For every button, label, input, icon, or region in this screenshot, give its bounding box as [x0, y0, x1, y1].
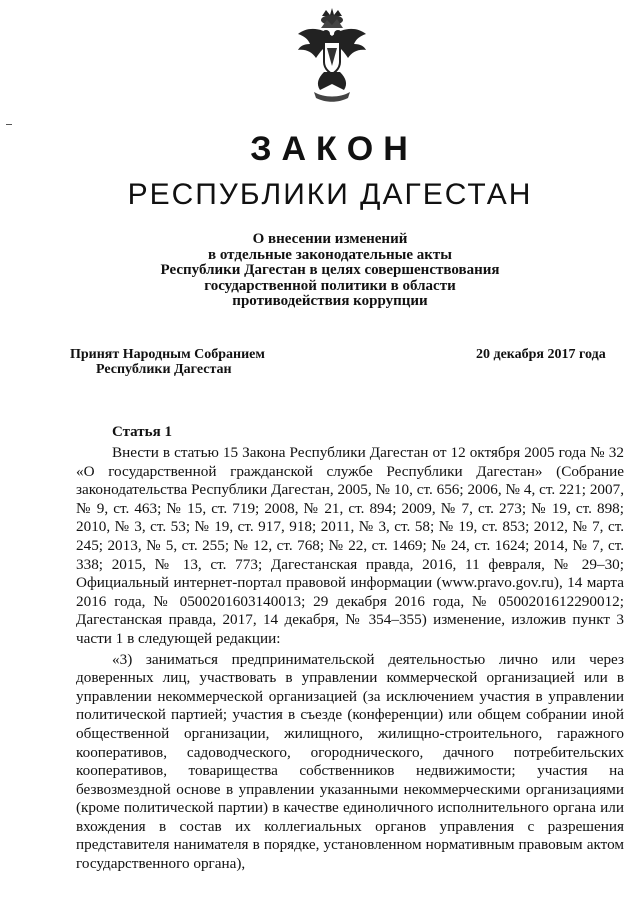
law-title: ЗАКОН	[250, 130, 418, 168]
coat-of-arms-eagle-icon	[294, 6, 370, 106]
subject-line: О внесении изменений	[252, 231, 408, 247]
subject-line: противодействия коррупции	[232, 293, 428, 309]
paragraph: «3) заниматься предпринимательской деятельностью лично или через доверенных лиц, участвовать в управлении коммерческой организацией или в управлении некоммерческой организацией (за исключением участия в управлении политической партией; участия в съезде (конференции) или общем собрании иной общественной организации, жилищного, жилищно-строительного, гаражного кооперативов, садоводческого, огороднического, дачного потребительских кооперативов, товарищества собственников недвижимости; участия на безвозмездной основе в управлении указанными некоммерческими организациями (кроме политической партии) в качестве единоличного исполнительного органа или вхождения в состав их коллегиальных органов управления с разрешения представителя нанимателя в порядке, установленном нормативным правовым актом государственного органа),	[76, 650, 624, 873]
scan-edge-mark	[6, 124, 12, 125]
law-subject	[120, 232, 540, 310]
adoption-date: 20 декабря 2017 года	[476, 347, 606, 362]
article-heading: Статья 1	[112, 424, 172, 440]
adoption-line: Республики Дагестан	[96, 362, 232, 377]
subject-line: государственной политики в области	[204, 277, 456, 294]
subject-line: Республики Дагестан в целях совершенствования	[160, 262, 500, 278]
article-body	[76, 444, 624, 874]
republic-name: РЕСПУБЛИКИ ДАГЕСТАН	[127, 178, 533, 211]
subject-line: в отдельные законодательные акты	[208, 246, 452, 263]
paragraph: Внести в статью 15 Закона Республики Дагестан от 12 октября 2005 года № 32 «О государственной гражданской службе Республики Дагестан» (Собрание законодательства Республики Дагестан, 2005, № 10, ст. 656; 2006, № 4, ст. 221; 2007, № 9, ст. 463; № 15, ст. 719; 2008, № 21, ст. 894; 2009, № 7, ст. 273; № 19, ст. 898; 2010, № 3, ст. 53; № 19, ст. 917, 918; 2011, № 3, ст. 58; № 19, ст. 853; 2012, № 7, ст. 245; 2013, № 5, ст. 255; № 12, ст. 768; № 22, ст. 1469; № 24, ст. 1624; 2014, № 7, ст. 338; 2015, № 13, ст. 773; Дагестанская правда, 2016, 11 февраля, № 29–30; Официальный интернет-портал правовой информации (www.pravo.gov.ru), 14 марта 2016 года, № 0500201603140013; 29 декабря 2016 года, № 0500201612290012; Дагестанская правда, 2017, 14 декабря, № 354–355) изменение, изложив пункт 3 части 1 в следующей редакции:	[76, 444, 624, 647]
adoption-note	[70, 347, 265, 377]
adoption-line: Принят Народным Собранием	[70, 347, 265, 362]
